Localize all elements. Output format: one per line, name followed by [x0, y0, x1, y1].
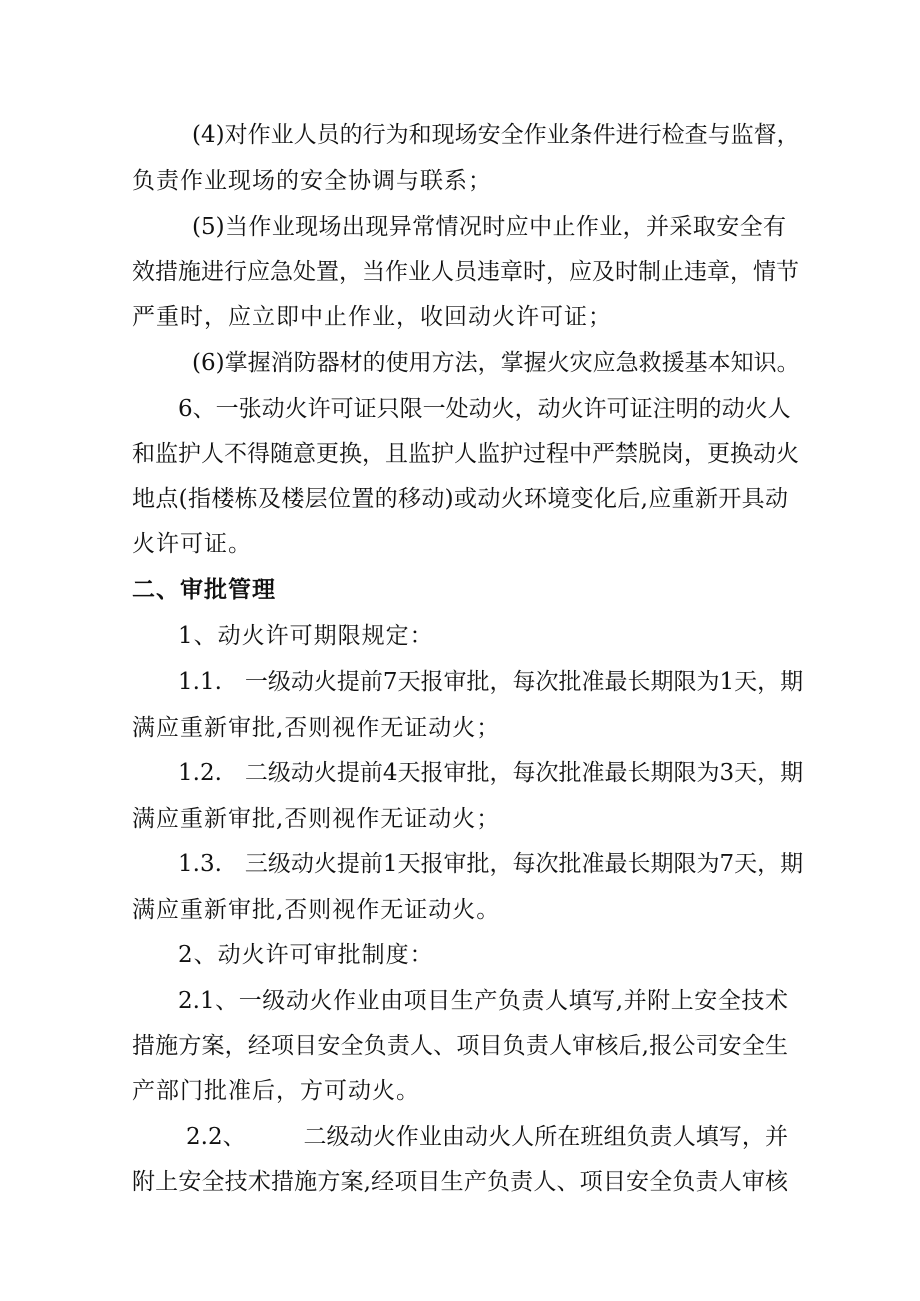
section-heading: 二、审批管理: [132, 576, 276, 603]
paragraph-line: 产部门批准后，方可动火。: [132, 1078, 420, 1104]
paragraph-line: 满应重新审批,否则视作无证动火；: [132, 715, 501, 741]
paragraph-line: 措施方案，经项目安全负责人、项目负责人审核后,报公司安全生: [132, 1033, 788, 1059]
paragraph-line: 满应重新审批,否则视作无证动火；: [132, 806, 501, 832]
paragraph-line: (6)掌握消防器材的使用方法，掌握火灾应急救援基本知识。: [192, 350, 800, 376]
paragraph-line: (5)当作业现场出现异常情况时应中止作业，并采取安全有: [192, 214, 786, 240]
paragraph-line: (4)对作业人员的行为和现场安全作业条件进行检查与监督，: [192, 122, 800, 148]
paragraph-line: 附上安全技术措施方案,经项目生产负责人、项目安全负责人审核: [132, 1169, 788, 1195]
paragraph-line: 2.2、 二级动火作业由动火人所在班组负责人填写，并: [186, 1124, 788, 1150]
paragraph-line: 满应重新审批,否则视作无证动火。: [132, 897, 501, 923]
paragraph-line: 2、动火许可审批制度：: [178, 942, 434, 968]
paragraph-line: 1.1. 一级动火提前7天报审批，每次批准最长期限为1天，期: [178, 669, 804, 695]
paragraph-line: 效措施进行应急处置，当作业人员违章时，应及时制止违章，情节: [132, 259, 799, 285]
paragraph-line: 6、一张动火许可证只限一处动火，动火许可证注明的动火人: [178, 396, 791, 422]
paragraph-line: 火许可证。: [132, 531, 252, 557]
paragraph-line: 1、动火许可期限规定：: [178, 623, 434, 649]
paragraph-line: 1.3. 三级动火提前1天报审批，每次批准最长期限为7天，期: [178, 851, 804, 877]
paragraph-line: 地点(指楼栋及楼层位置的移动)或动火环境变化后,应重新开具动: [132, 486, 788, 512]
paragraph-line: 严重时，应立即中止作业，收回动火许可证；: [132, 304, 612, 330]
paragraph-line: 2.1、一级动火作业由项目生产负责人填写,并附上安全技术: [178, 988, 788, 1014]
paragraph-line: 1.2. 二级动火提前4天报审批，每次批准最长期限为3天，期: [178, 760, 804, 786]
paragraph-line: 和监护人不得随意更换，且监护人监护过程中严禁脱岗，更换动火: [132, 441, 799, 467]
paragraph-line: 负责作业现场的安全协调与联系；: [132, 168, 492, 194]
